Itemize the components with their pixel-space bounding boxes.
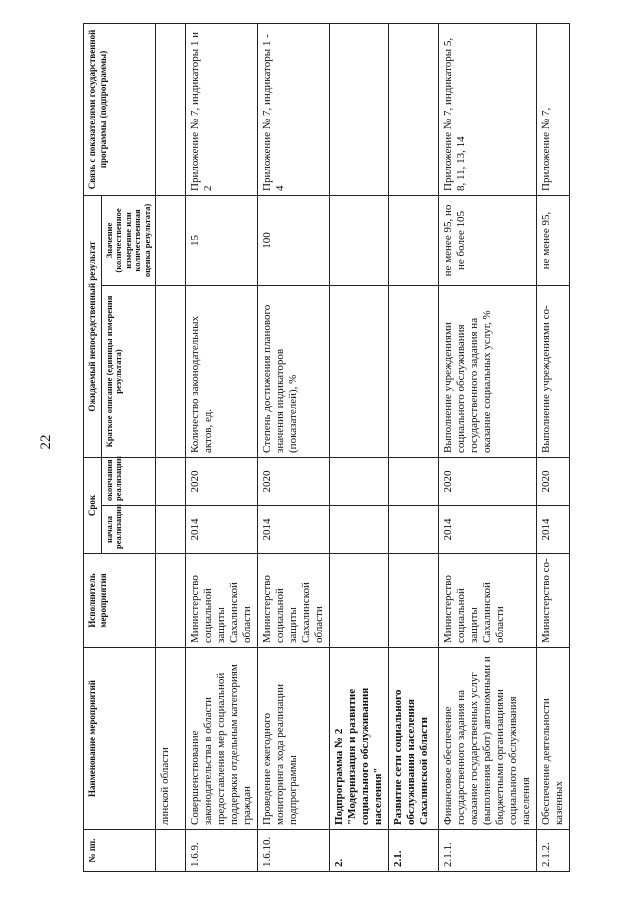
cell-start — [156, 506, 186, 554]
cell-desc: Степень достижения планового значения индикаторов (показателей), % — [258, 285, 330, 457]
header-name: Наименование мероприятий — [84, 648, 156, 830]
cell-desc: Количество законодательных актов, ед. — [186, 285, 258, 457]
table-row — [330, 23, 389, 871]
cell-num: 1.6.9. — [186, 830, 258, 872]
cell-value — [389, 195, 439, 285]
cell-executor — [156, 554, 186, 648]
document-sheet — [83, 24, 571, 872]
header-result: Ожидаемый непосредственный результат — [84, 195, 102, 457]
cell-end: 2020 — [439, 457, 537, 505]
table-row — [258, 23, 330, 871]
cell-link — [389, 23, 439, 195]
table-row — [389, 23, 439, 871]
cell-end: 2020 — [258, 457, 330, 505]
table-row — [439, 23, 537, 871]
cell-link: Приложение № 7, индикаторы 1 - 4 — [258, 23, 330, 195]
cell-start: 2014 — [439, 506, 537, 554]
cell-name: Обеспечение деятельности казенных — [537, 648, 570, 830]
cell-executor — [389, 554, 439, 648]
header-term: Срок — [84, 457, 102, 553]
cell-start: 2014 — [186, 506, 258, 554]
cell-value: 15 — [186, 195, 258, 285]
cell-name: Финансовое обеспечение государственного задания на оказание государственных услуг (выполнения работ) автономными и бюджетными организациями социального обслуживания населения — [439, 648, 537, 830]
cell-value: не менее 95, — [537, 195, 570, 285]
cell-executor: Министерство социальной защиты Сахалинской области — [186, 554, 258, 648]
cell-link — [330, 23, 389, 195]
cell-start: 2014 — [537, 506, 570, 554]
cell-name: линской области — [156, 648, 186, 830]
cell-executor: Министерство со- — [537, 554, 570, 648]
cell-value: не менее 95, но не более 105 — [439, 195, 537, 285]
cell-value: 100 — [258, 195, 330, 285]
cell-start — [389, 506, 439, 554]
cell-name: Проведение ежегодного мониторинга хода реализации подпрограммы — [258, 648, 330, 830]
header-result-desc: Краткое описание (единицы измерения результата) — [101, 285, 156, 457]
cell-executor: Министерство социальной защиты Сахалинской области — [258, 554, 330, 648]
cell-num: 2.1. — [389, 830, 439, 872]
cell-desc — [156, 285, 186, 457]
cell-num: 2. — [330, 830, 389, 872]
cell-desc — [389, 285, 439, 457]
cell-num: 2.1.2. — [537, 830, 570, 872]
cell-name: Развитие сети социального обслуживания населения Сахалинской области — [389, 648, 439, 830]
header-executor: Исполнитель мероприятия — [84, 554, 156, 648]
cell-link — [156, 23, 186, 195]
cell-num: 1.6.10. — [258, 830, 330, 872]
cell-start: 2014 — [258, 506, 330, 554]
activities-table — [83, 23, 570, 872]
header-num: № пп. — [84, 830, 156, 872]
cell-end: 2020 — [537, 457, 570, 505]
cell-end — [389, 457, 439, 505]
table-row — [156, 23, 186, 871]
cell-link: Приложение № 7, — [537, 23, 570, 195]
cell-value — [330, 195, 389, 285]
cell-executor — [330, 554, 389, 648]
header-link: Связь с показателями государственной программы (подпрограммы) — [84, 23, 156, 195]
cell-link: Приложение № 7, индикаторы 1 и 2 — [186, 23, 258, 195]
cell-name: Совершенствование законодательства в области предоставления мер социальной поддержки отдельным категориям граждан — [186, 648, 258, 830]
table-row — [186, 23, 258, 871]
cell-desc: Выполнение учреждениями со- — [537, 285, 570, 457]
cell-start — [330, 506, 389, 554]
header-term-end: окончания реализации — [101, 457, 156, 505]
page-number: 22 — [38, 434, 54, 450]
cell-num — [156, 830, 186, 872]
cell-end: 2020 — [186, 457, 258, 505]
cell-num: 2.1.1. — [439, 830, 537, 872]
table-row — [537, 23, 570, 871]
cell-executor: Министерство социальной защиты Сахалинской области — [439, 554, 537, 648]
cell-desc — [330, 285, 389, 457]
cell-end — [156, 457, 186, 505]
cell-name: Подпрограмма № 2 "Модернизация и развитие социального обслуживания населения" — [330, 648, 389, 830]
header-result-value: Значение (количественное измерение или количественная оценка результата) — [101, 195, 156, 285]
cell-end — [330, 457, 389, 505]
cell-value — [156, 195, 186, 285]
cell-desc: Выполнение учреждениями социального обслуживания государственного задания на оказание социальных услуг, % — [439, 285, 537, 457]
header-term-start: начала реализации — [101, 506, 156, 554]
cell-link: Приложение № 7, индикаторы 5, 8, 11, 13, 14 — [439, 23, 537, 195]
